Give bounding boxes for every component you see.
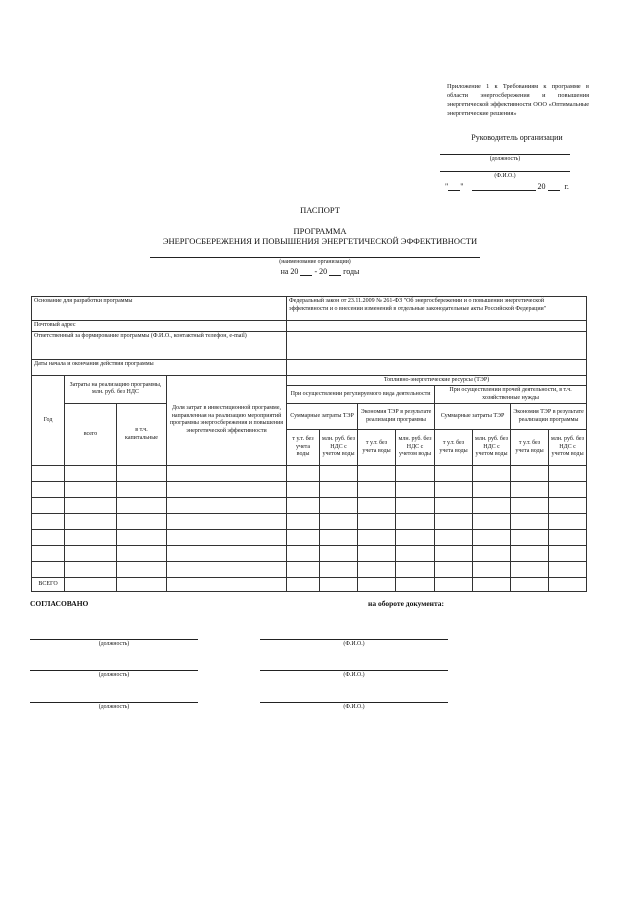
unit-fuel: т у.т. без учета воды [358,430,396,466]
name-line [440,171,570,172]
table-row [32,514,587,530]
other-economy-ter: Экономия ТЭР в результате реализации программы [511,404,587,430]
name-caption: (Ф.И.О.) [343,672,365,678]
costs-header: Затраты на реализацию программы, млн. руб. без НДС [65,375,167,404]
responsible-value [287,331,587,359]
table-row [32,562,587,578]
table-row [32,466,587,482]
name-caption: (Ф.И.О.) [494,173,516,179]
regulated-economy-ter: Экономия ТЭР в результате реализации программы [358,404,435,430]
signature-line [30,670,198,671]
program-title: ПРОГРАММА [293,226,347,236]
period-start-blank [300,266,312,276]
unit-money: млн. руб. без НДС с учетом воды [396,430,435,466]
unit-money: млн. руб. без НДС с учетом воды [473,430,511,466]
approval-date [445,181,595,191]
passport-title: ПАСПОРТ [300,205,340,215]
total-row [32,578,587,592]
fuel-header: Топливно-энергетические ресурсы (ТЭР) [287,375,587,386]
date-day-blank [448,181,460,191]
dates-label: Даты начала и окончания действия программы [32,359,287,375]
total-label: ВСЕГО [32,578,65,592]
unit-fuel: т у.т. без учета воды [511,430,549,466]
reverse-label: на обороте документа: [368,599,444,608]
position-caption: (должность) [98,641,130,647]
unit-fuel: т у.т. без учета воды [287,430,320,466]
unit-money: млн. руб. без НДС с учетом воды [320,430,358,466]
program-period [120,266,520,276]
signature-line [30,639,198,640]
unit-fuel: т у.т. без учета воды [435,430,473,466]
table-row [32,530,587,546]
org-caption: (наименование организации) [279,259,351,265]
costs-total-header: всего [65,404,117,466]
position-line [440,154,570,155]
regulated-total-ter: Суммарные затраты ТЭР [287,404,358,430]
year-header: Год [32,375,65,466]
name-caption: (Ф.И.О.) [343,704,365,710]
program-subtitle: ЭНЕРГОСБЕРЕЖЕНИЯ И ПОВЫШЕНИЯ ЭНЕРГЕТИЧЕСКОЙ ЭФФЕКТИВНОСТИ [162,236,478,246]
annex-note: Приложение 1 к Требованиям к программе в области энергосбережения и повышения энергетической эффективности ООО «Оптимальные энергетические решения» [447,83,589,117]
basis-value: Федеральный закон от 23.11.2009 № 261-ФЗ "Об энергосбережении и о повышении энергетической эффективности и о внесении изменений в отдельные законодательные акты Российской Федерации" [287,297,587,321]
period-prefix: на 20 [280,267,299,276]
position-caption: (должность) [98,704,130,710]
responsible-label: Ответственный за формирование программы (Ф.И.О., контактный телефон, e-mail) [32,331,287,359]
period-end-blank [329,266,341,276]
regulated-header: При осуществлении регулируемого вида деятельности [287,386,435,404]
share-header: Доля затрат в инвестиционной программе, направленная на реализацию мероприятий программы энергосбережения и повышения энергетической эффективности [167,375,287,466]
date-year-suffix: г. [564,182,569,191]
table-row [32,546,587,562]
passport-table [31,296,587,592]
table-row [32,482,587,498]
unit-money: млн. руб. без НДС с учетом воды [549,430,587,466]
period-suffix: годы [343,267,360,276]
head-title: Руководитель организации [471,133,563,142]
date-quote-open: " [445,182,449,191]
postal-value [287,321,587,332]
date-month-blank [472,181,536,191]
date-year-prefix: 20 [537,182,546,191]
postal-label: Почтовый адрес [32,321,287,332]
other-header: При осуществлении прочей деятельности, в т.ч. хозяйственные нужды [435,386,587,404]
signature-line [260,639,448,640]
org-line [150,257,480,258]
date-year-blank [548,181,560,191]
basis-label: Основание для разработки программы [32,297,287,321]
agreed-label: СОГЛАСОВАНО [30,599,89,608]
signature-line [260,670,448,671]
period-middle: - 20 [314,267,328,276]
position-caption: (должность) [489,156,521,162]
table-row [32,498,587,514]
costs-capital-header: в т.ч. капитальные [117,404,167,466]
signature-line [30,702,198,703]
signature-line [260,702,448,703]
date-quote-close: " [460,182,464,191]
dates-value [287,359,587,375]
name-caption: (Ф.И.О.) [343,641,365,647]
position-caption: (должность) [98,672,130,678]
other-total-ter: Суммарные затраты ТЭР [435,404,511,430]
